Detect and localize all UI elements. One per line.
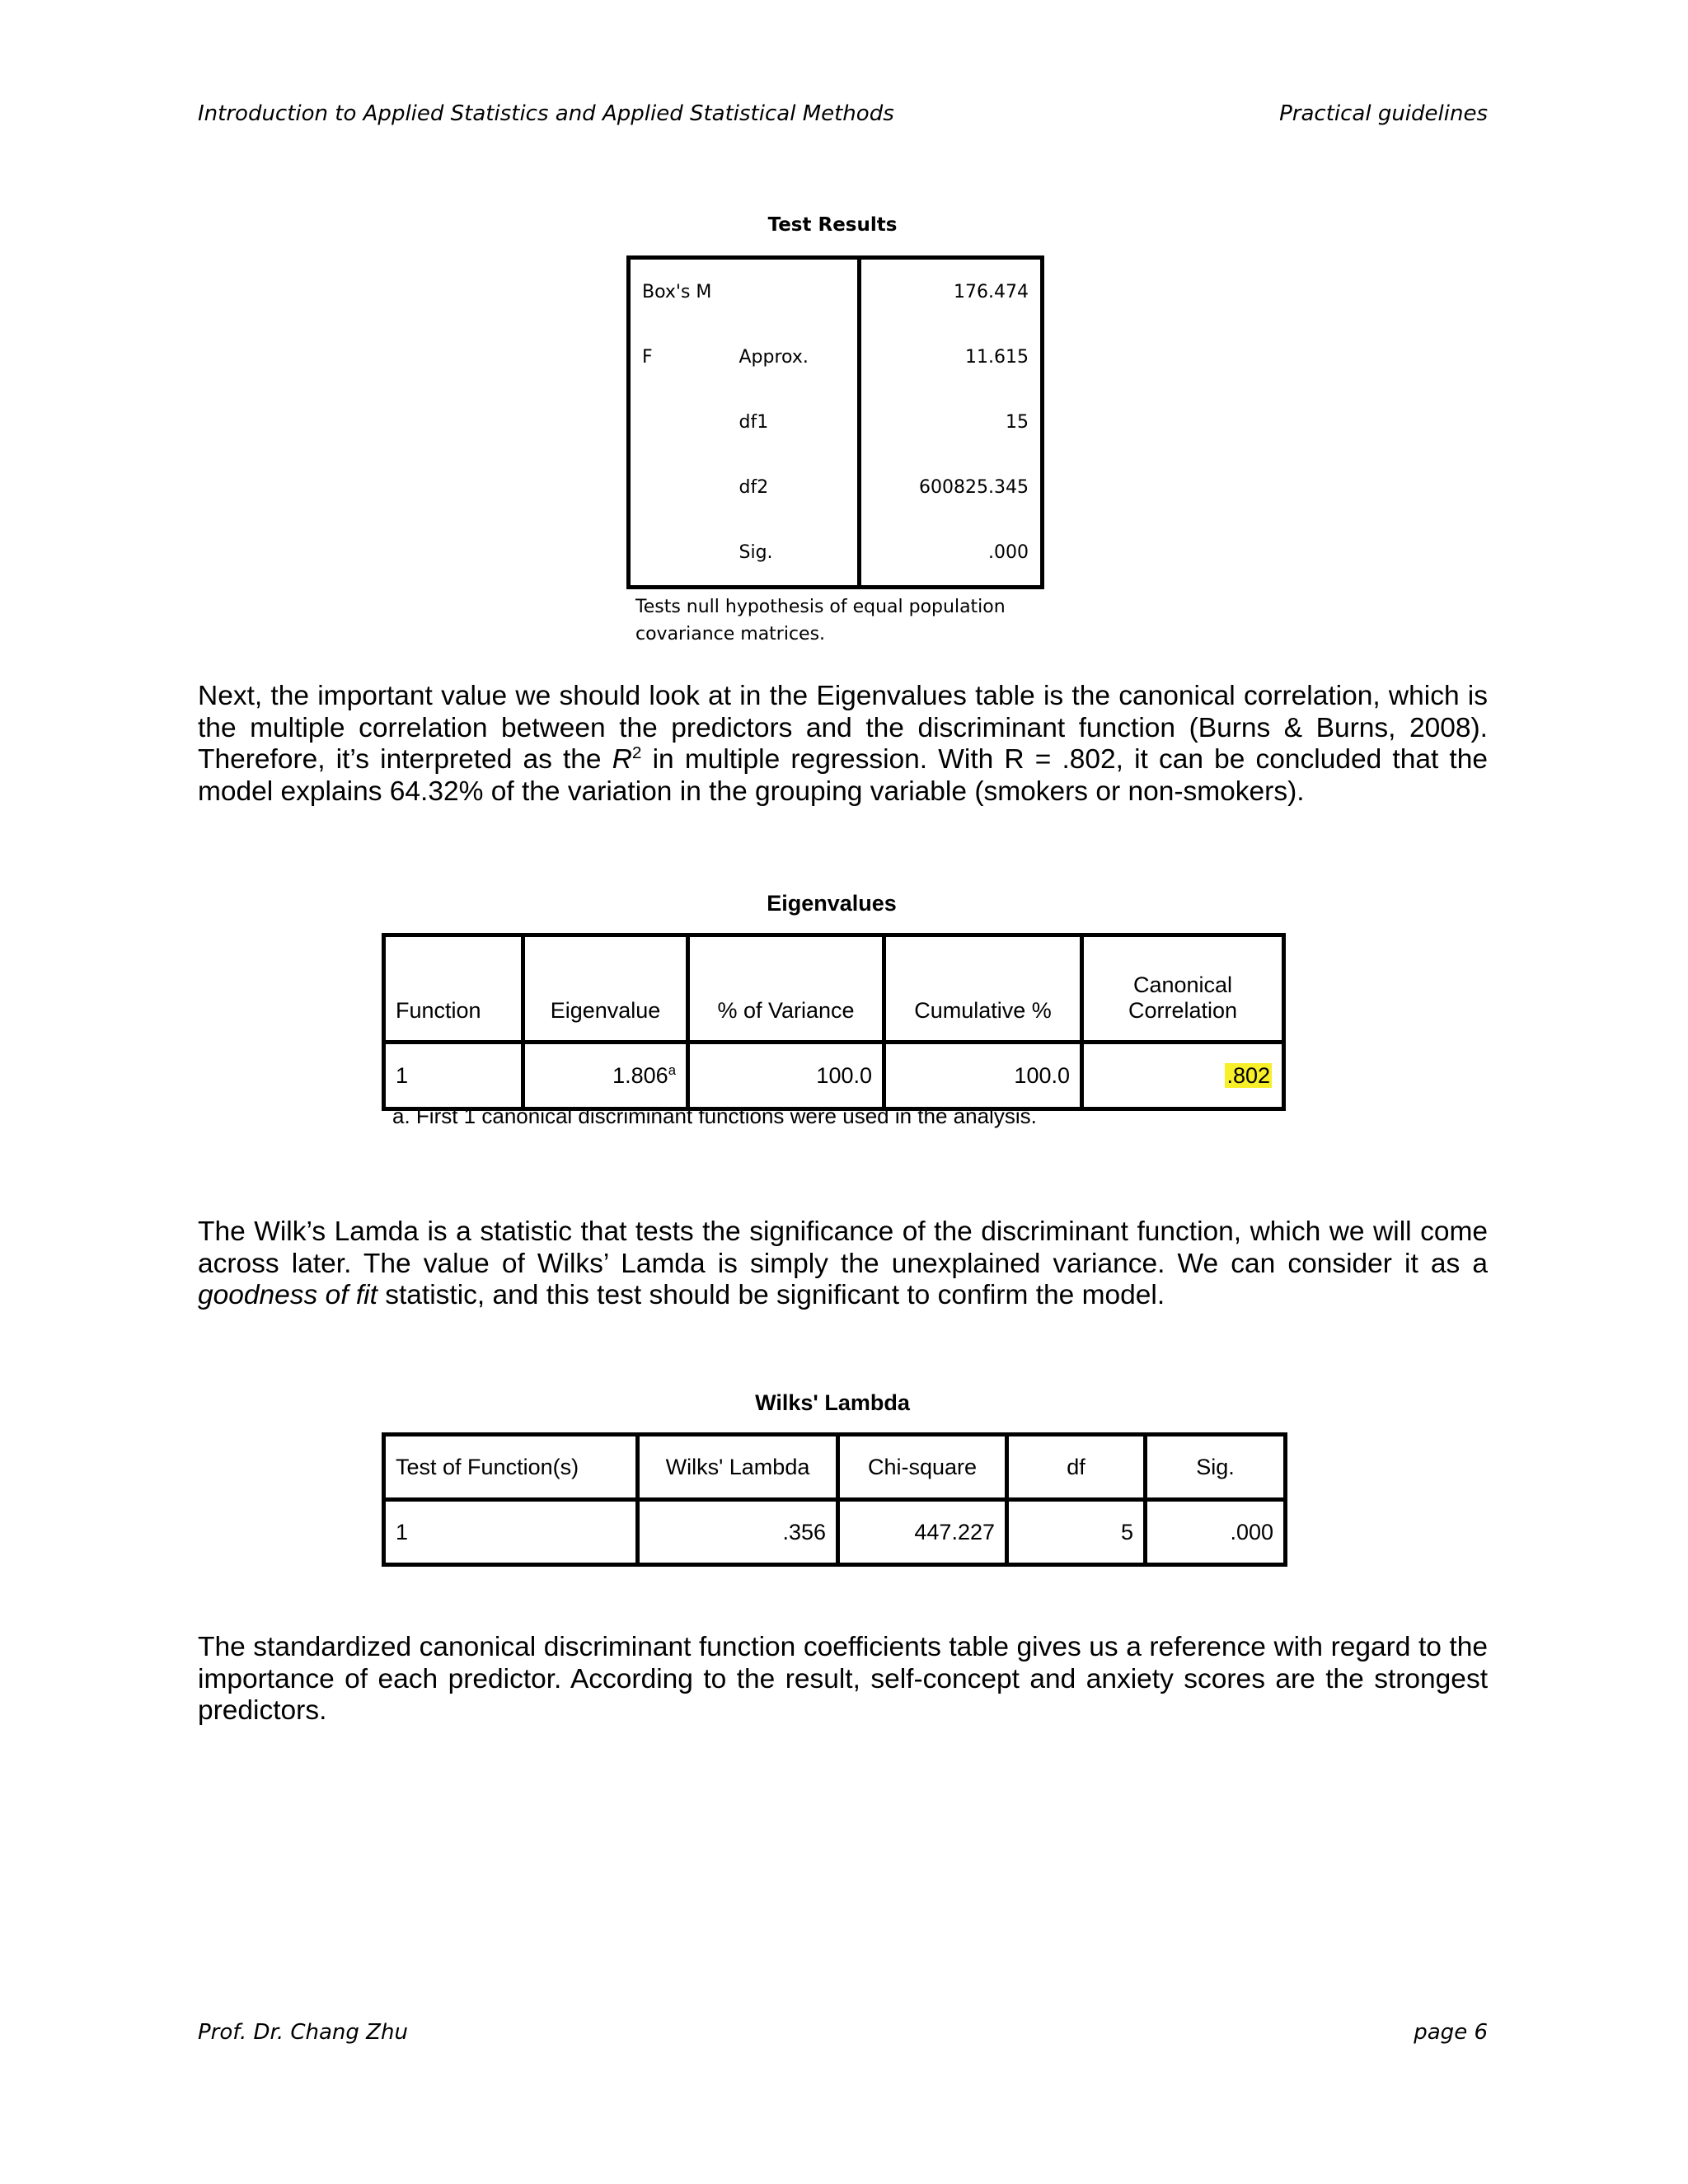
row-label [629,455,728,520]
table-row [629,325,1043,390]
canonical-correlation-cell [1082,1043,1284,1109]
function-cell: 1 [384,1043,523,1109]
test-results-table [626,255,1044,589]
table-cell: 5 [1007,1500,1146,1565]
paragraph-text: Next, the important value we should look at in the Eigenvalues table is the canonical correlation, which is the multiple correlation between the predictors and the discriminant function (Burns & Burns, 2008). Therefore, it’s interpreted as the [198,681,1488,775]
table-cell: 447.227 [838,1500,1007,1565]
wilks-title: Wilks' Lambda [755,1390,910,1415]
paragraph-standardized-coefficients: The standardized canonical discriminant function coefficients table gives us a reference with regard to the importance of each predictor. According to the result, self-concept and anxiety scores are the strongest predictors. [198,1632,1488,1726]
table-row [629,455,1043,520]
column-header: Wilks' Lambda [638,1435,838,1500]
row-label: Box's M [642,282,712,302]
footer-author: Prof. Dr. Chang Zhu [198,2020,408,2045]
paragraph-text: in multiple regression. With R = .802, it can be concluded that the model explains 64.32% of the variation in the grouping variable (smokers or non-smokers). [198,744,1488,807]
page-number: page 6 [1414,2020,1488,2045]
row-value: 15 [1006,412,1029,433]
table-row [384,1043,1284,1109]
eigenvalues-footnote: a. First 1 canonical discriminant functions were used in the analysis. [392,1104,1037,1128]
table-row [629,520,1043,588]
header-line: Correlation [1128,998,1238,1023]
eigenvalue-value: 1.806 [612,1062,668,1088]
note-line: Tests null hypothesis of equal population [635,597,1006,617]
italic-term: goodness of fit [198,1280,377,1310]
column-header: Test of Function(s) [384,1435,638,1500]
eigenvalues-table [382,933,1286,1111]
eigenvalues-title: Eigenvalues [767,891,897,916]
table-row [629,258,1043,326]
row-label [629,390,728,455]
paragraph-text: statistic, and this test should be significant to confirm the model. [377,1280,1165,1310]
column-header: Sig. [1146,1435,1286,1500]
table-cell: .356 [638,1500,838,1565]
column-header: Cumulative % [884,935,1082,1043]
highlighted-value: .802 [1226,1062,1270,1088]
cumulative-cell: 100.0 [884,1043,1082,1109]
paragraph-wilks-lamda [198,1216,1488,1312]
eigenvalue-cell [523,1043,688,1109]
row-sublabel: Approx. [728,325,860,390]
table-cell: 1 [384,1500,638,1565]
row-label [629,520,728,588]
row-value: 11.615 [965,347,1029,368]
row-value: .000 [988,542,1029,563]
wilks-table [382,1432,1287,1567]
test-results-note [635,593,1006,648]
table-header-row [384,935,1284,1043]
paragraph-text: The Wilk’s Lamda is a statistic that tests the significance of the discriminant function, which we will come across later. The value of Wilks’ Lamda is simply the unexplained variance. We can consider it as a [198,1216,1488,1279]
table-cell: .000 [1146,1500,1286,1565]
table-row [384,1500,1286,1565]
column-header: df [1007,1435,1146,1500]
r-superscript: 2 [631,743,642,762]
variance-cell: 100.0 [688,1043,884,1109]
paragraph-canonical-correlation [198,681,1488,808]
header-title: Introduction to Applied Statistics and Applied Statistical Methods [198,101,894,126]
table-row [629,390,1043,455]
row-label: F [642,347,653,368]
note-line: covariance matrices. [635,624,826,644]
test-results-title: Test Results [767,214,898,236]
row-sublabel [728,258,860,326]
column-header: Eigenvalue [523,935,688,1043]
row-sublabel: df1 [728,390,860,455]
column-header: Function [384,935,523,1043]
header-section: Practical guidelines [1279,101,1488,126]
column-header: Chi-square [838,1435,1007,1500]
header-line: Canonical [1132,972,1233,997]
footnote-marker: a [668,1062,676,1078]
row-sublabel: Sig. [728,520,860,588]
table-header-row [384,1435,1286,1500]
row-value: 176.474 [954,282,1029,302]
row-value: 600825.345 [919,477,1029,498]
r-symbol: R [612,744,632,775]
row-sublabel: df2 [728,455,860,520]
column-header: % of Variance [688,935,884,1043]
column-header [1082,935,1284,1043]
